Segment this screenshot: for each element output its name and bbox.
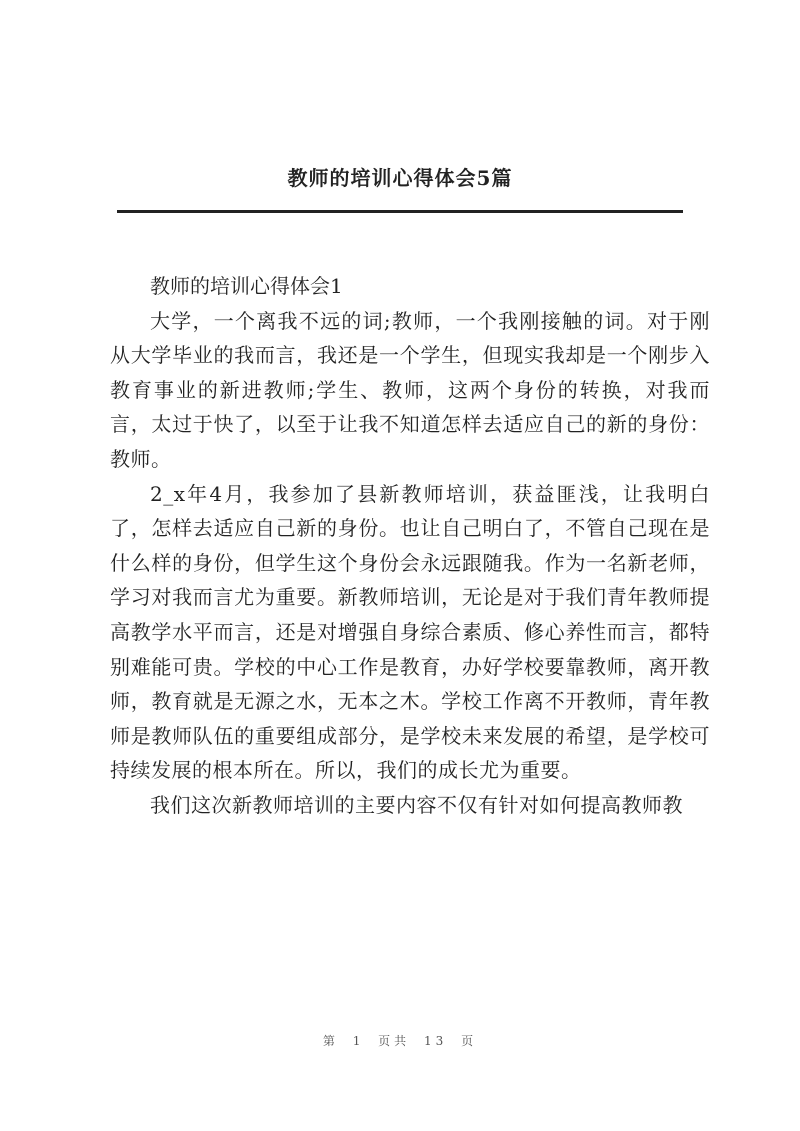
paragraph-3: 我们这次新教师培训的主要内容不仅有针对如何提高教师教 xyxy=(150,792,683,817)
document-title: 教师的培训心得体会5篇 xyxy=(287,166,513,190)
footer-prefix: 第 xyxy=(322,1034,339,1048)
page-footer xyxy=(0,1032,800,1049)
paragraph-2: 2_x年4月，我参加了县新教师培训，获益匪浅，让我明白了，怎样去适应自己新的身份。也让自己明白了，不管自己现在是什么样的身份，但学生这个身份会永远跟随我。作为一名新老师，学习对我而言尤为重要。新教师培训，无论是对于我们青年教师提高教学水平而言，还是对增强自身综合素质、修心养性而言，都特别难能可贵。学校的中心工作是教育，办好学校要靠教师，离开教师，教育就是无源之水，无本之木。学校工作离不开教师，青年教师是教师队伍的重要组成部分，是学校未来发展的希望，是学校可持续发展的根本所在。所以，我们的成长尤为重要。 xyxy=(110,481,710,783)
footer-total-pages: 13 xyxy=(424,1034,448,1048)
footer-middle: 页共 xyxy=(378,1034,411,1048)
paragraph-1: 大学，一个离我不远的词;教师，一个我刚接触的词。对于刚从大学毕业的我而言，我还是一个学生，但现实我却是一个刚步入教育事业的新进教师;学生、教师，这两个身份的转换，对我而言，太过于快了，以至于让我不知道怎样去适应自己的新的身份：教师。 xyxy=(110,308,710,471)
document-body xyxy=(110,269,710,823)
footer-suffix: 页 xyxy=(461,1034,478,1048)
footer-page-number: 1 xyxy=(352,1034,365,1048)
section-heading: 教师的培训心得体会1 xyxy=(150,274,343,298)
title-divider xyxy=(117,210,683,213)
